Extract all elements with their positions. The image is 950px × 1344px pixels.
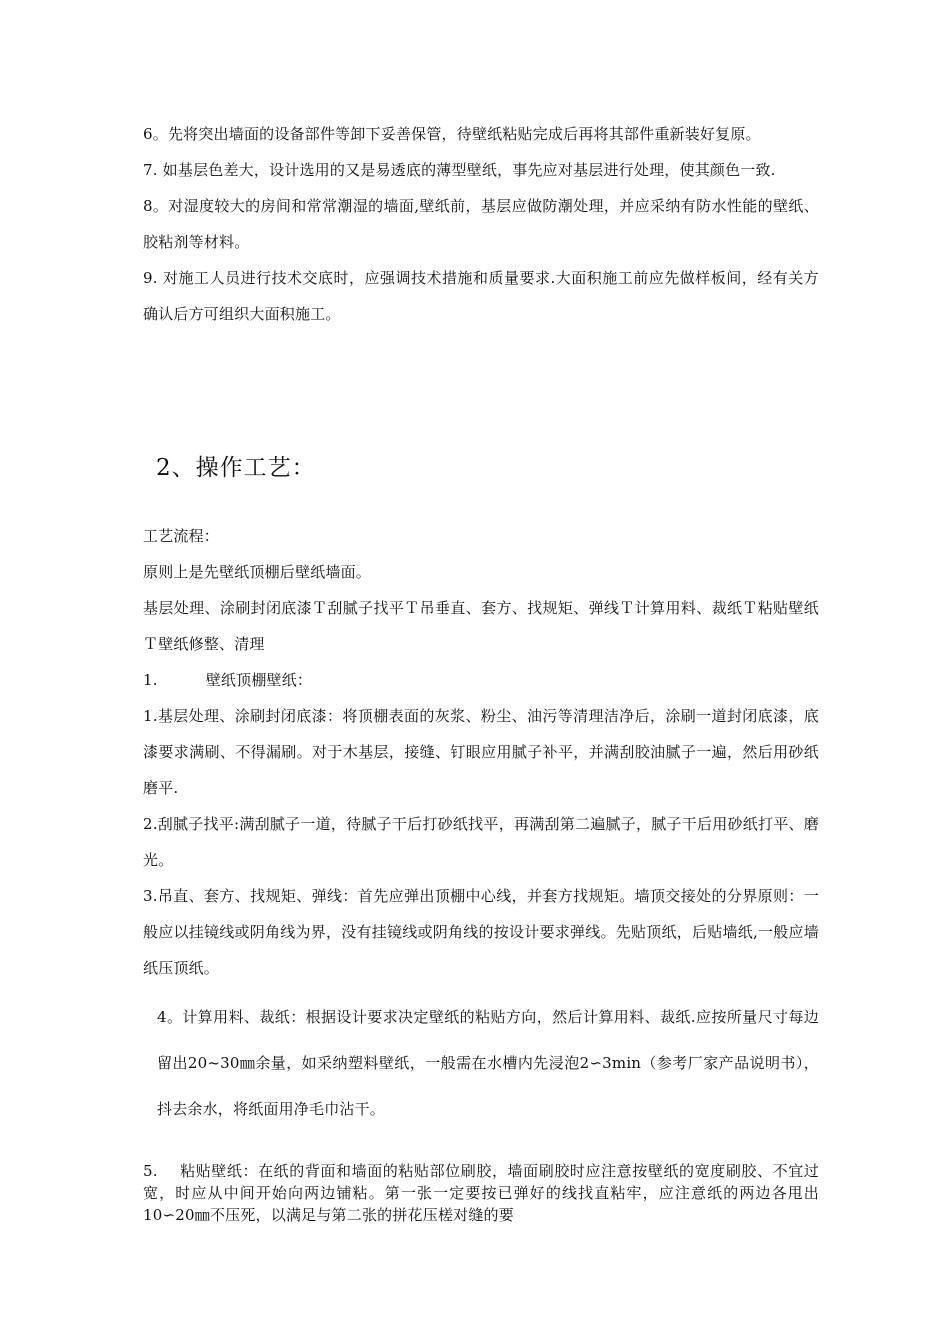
flow-label: 工艺流程： [143, 527, 220, 545]
process-section [143, 518, 819, 986]
step-item: 3.吊直、套方、找规矩、弹线：首先应弹出顶棚中心线，并套方找规矩。墙顶交接处的分界原则：一般应以挂镜线或阴角线为界，没有挂镜线或阴角线的按设计要求弹线。先贴顶纸，后贴墙纸,一般应墙纸压顶纸。 [143, 887, 819, 977]
sub-heading [143, 662, 819, 698]
list-item: 6。先将突出墙面的设备部件等卸下妥善保管，待壁纸粘贴完成后再将其部件重新装好复原。 [143, 125, 761, 143]
preparation-list [143, 116, 819, 332]
step-five-text: 粘贴壁纸：在纸的背面和墙面的粘贴部位刷胶，墙面刷胶时应注意按壁纸的宽度刷胶、不宜过宽，时应从中间开始向两边铺粘。第一张一定要按已弹好的线找直粘牢，应注意纸的两边各甩出10∽20㎜不压死，以满足与第二张的拼花压槎对缝的要 [143, 1162, 819, 1224]
section-heading: 2、操作工艺： [156, 455, 316, 481]
step-four-block [157, 994, 819, 1132]
step-item [143, 1160, 819, 1226]
list-item: 8。对湿度较大的房间和常常潮湿的墙面,壁纸前，基层应做防潮处理，并应采纳有防水性能的壁纸、胶粘剂等材料。 [143, 197, 819, 251]
sub-heading-title: 壁纸顶棚壁纸： [205, 671, 313, 689]
flow-steps: 基层处理、涂刷封闭底漆Ｔ刮腻子找平Ｔ吊垂直、套方、找规矩、弹线Ｔ计算用料、裁纸Ｔ粘贴壁纸Ｔ壁纸修整、清理 [143, 599, 819, 653]
step-item: 2.刮腻子找平:满刮腻子一道，待腻子干后打砂纸找平，再满刮第二遍腻子，腻子干后用砂纸打平、磨光。 [143, 815, 819, 869]
list-item: 9. 对施工人员进行技术交底时，应强调技术措施和质量要求.大面积施工前应先做样板间，经有关方确认后方可组织大面积施工。 [143, 269, 819, 323]
step-five-block [143, 1160, 819, 1226]
step-item: 4。计算用料、裁纸：根据设计要求决定壁纸的粘贴方向，然后计算用料、裁纸.应按所量尺寸每边留出20~30㎜余量，如采纳塑料壁纸，一般需在水槽内先浸泡2∽3min（参考厂家产品说明书），抖去余水，将纸面用净毛巾沾干。 [157, 1008, 819, 1118]
step-five-number: 5. [143, 1162, 158, 1180]
step-item: 1.基层处理、涂刷封闭底漆：将顶棚表面的灰浆、粉尘、油污等清理洁净后，涂刷一道封闭底漆，底漆要求满刷、不得漏刷。对于木基层，接缝、钉眼应用腻子补平，并满刮胶油腻子一遍，然后用砂纸磨平. [143, 707, 819, 797]
list-item: 7. 如基层色差大，设计选用的又是易透底的薄型壁纸，事先应对基层进行处理，使其颜色一致. [143, 161, 776, 179]
principle-text: 原则上是先壁纸顶棚后壁纸墙面。 [143, 563, 372, 581]
sub-heading-number: 1. [143, 671, 158, 689]
